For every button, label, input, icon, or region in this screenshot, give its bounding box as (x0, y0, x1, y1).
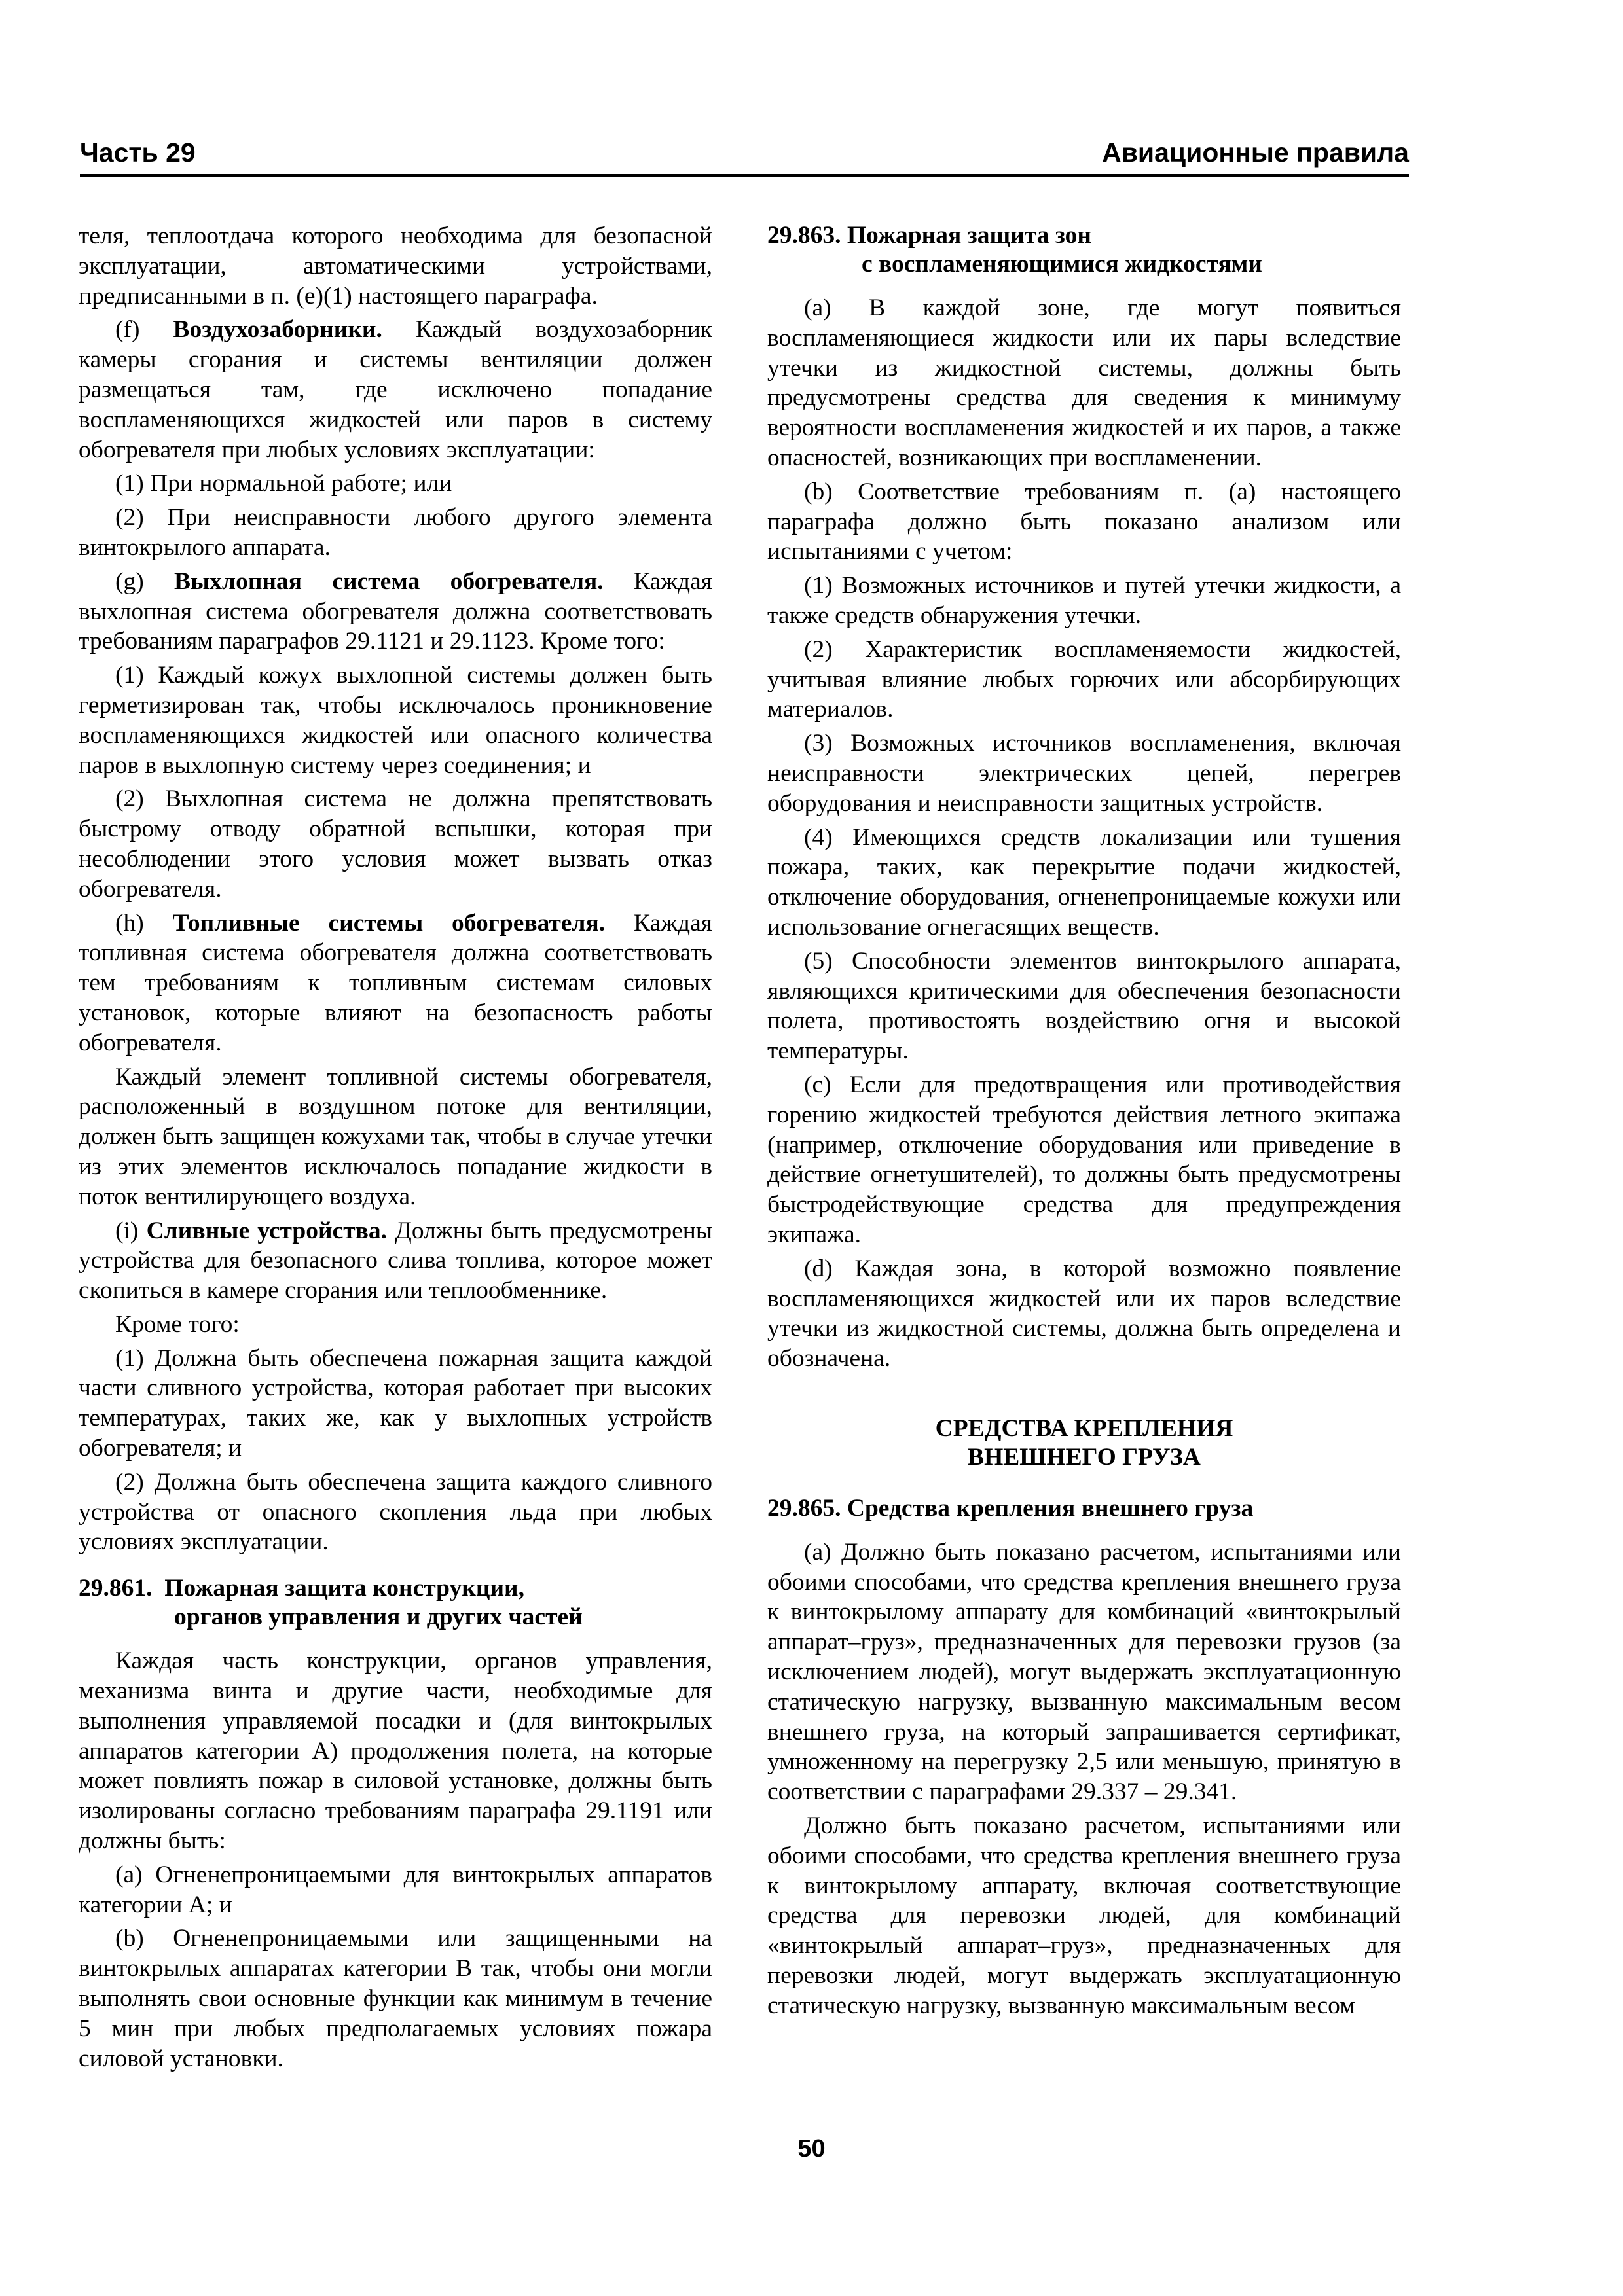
chapter-heading-line2: ВНЕШНЕГО ГРУЗА (968, 1443, 1201, 1471)
item-label: (f) (115, 316, 140, 344)
paragraph-f (79, 315, 712, 465)
right-column (767, 221, 1401, 2025)
paragraph: (5) Способности элементов винтокрылого аппарата, являющихся критическими для обеспечения безопасности полета, противостоять воздействию огня и высокой температуры. (767, 947, 1401, 1065)
paragraph: (1) Должна быть обеспечена пожарная защита каждой части сливного устройства, которая работает при высоких температурах, таких же, как у выхлопных устройств обогревателя; и (79, 1344, 712, 1462)
item-text: Должны быть предусмотрены устройства для безопасного слива топлива, которое может скопиться в камере сгорания или теплообменнике. (79, 1217, 713, 1304)
page-header (80, 134, 1409, 177)
paragraph: (1) Каждый кожух выхлопной системы должен быть герметизирован так, чтобы исключалось проникновение воспламеняющихся жидкостей или опасного количества паров в выхлопную систему через соединения; и (79, 662, 712, 779)
section-861-title (79, 1574, 712, 1632)
paragraph: (c) Если для предотвращения или противодействия горению жидкостей требуются действия летного экипажа (например, отключение оборудования или приведение в действие огнетушителей), то должны быть предусмотрены быстродействующие средства для предупреждения экипажа. (767, 1071, 1401, 1248)
section-title-line2: органов управления и других частей (174, 1604, 583, 1631)
paragraph: (2) Выхлопная система не должна препятствовать быстрому отводу обратной вспышки, которая при несоблюдении этого условия может вызвать отказ обогревателя. (79, 785, 712, 903)
paragraph-h (79, 908, 712, 1058)
paragraph: (a) Должно быть показано расчетом, испытаниями или обоими способами, что средства крепления внешнего груза к винтокрылому аппарату для комбинаций «винтокрылый аппарат–груз», предназначенных для перевозки грузов (за исключением людей), могут выдержать эксплуатационную статическую нагрузку, вызванную максимальным весом внешнего груза, на который запрашивается сертификат, умноженному на перегрузку 2,5 или меньшую, принятую в соответствии с параграфами 29.337 – 29.341. (767, 1538, 1401, 1806)
item-text: Каждая топливная система обогревателя должна соответствовать тем требованиям к топливным системам силовых установок, которые влияют на безопасность работы обогревателя. (79, 909, 712, 1056)
section-title-line1: Пожарная защита конструкции, (164, 1575, 525, 1602)
paragraph: (2) Должна быть обеспечена защита каждого сливного устройства от опасного скопления льда при любых условиях эксплуатации. (79, 1468, 712, 1556)
item-term: Воздухозаборники. (173, 316, 382, 344)
paragraph: (2) При неисправности любого другого элемента винтокрылого аппарата. (79, 504, 712, 561)
paragraph: (2) Характеристик воспламеняемости жидкостей, учитывая влияние любых горючих или абсорбирующих материалов. (767, 636, 1401, 723)
chapter-heading (767, 1414, 1401, 1472)
paragraph: Каждая часть конструкции, органов управления, механизма винта и другие части, необходимые для выполнения управляемой посадки и (для винтокрылых аппаратов категории А) продолжения полета, на которые может повлиять пожар в силовой установке, должны быть изолированы согласно требованиям параграфа 29.1191 или должны быть: (79, 1647, 712, 1855)
item-label: (h) (115, 909, 144, 937)
item-term: Выхлопная система обогревателя. (174, 567, 604, 595)
section-number: 29.863. (767, 222, 841, 249)
paragraph: (1) Возможных источников и путей утечки жидкости, а также средств обнаружения утечки. (767, 572, 1401, 629)
item-text: Каждая выхлопная система обогревателя должна соответствовать требованиям параграфов 29.1121 и 29.1123. Кроме того: (79, 567, 712, 655)
paragraph: (1) При нормальной работе; или (115, 470, 452, 497)
left-column (79, 221, 712, 2077)
section-863-title (767, 221, 1401, 279)
header-document-title: Авиационные правила (1102, 137, 1409, 168)
paragraph: (a) В каждой зоне, где могут появиться воспламеняющиеся жидкости или их пары вследствие утечки из жидкостной системы, должны быть предусмотрены средства для сведения к минимуму вероятности воспламенения жидкостей и их паров, а также опасностей, возникающих при воспламенении. (767, 295, 1401, 471)
item-term: Сливные устройства. (146, 1217, 388, 1244)
paragraph: (b) Соответствие требованиям п. (a) настоящего параграфа должно быть показано анализом или испытаниями с учетом: (767, 478, 1401, 565)
paragraph: (4) Имеющихся средств локализации или тушения пожара, таких, как перекрытие подачи жидкостей, отключение оборудования, огненепроницаемые кожухи или использование огнегасящих веществ. (767, 823, 1401, 941)
item-text: Каждый воздухозаборник камеры сгорания и системы вентиляции должен размещаться там, где исключено попадание воспламеняющихся жидкостей или паров в систему обогревателя при любых условиях эксплуатации: (79, 316, 712, 463)
paragraph: (3) Возможных источников воспламенения, включая неисправности электрических цепей, перегрев оборудования и неисправности защитных устройств. (767, 730, 1401, 817)
section-title-line1: Пожарная защита зон (847, 222, 1091, 249)
paragraph: Кроме того: (115, 1310, 240, 1338)
paragraph: (d) Каждая зона, в которой возможно появление воспламеняющихся жидкостей или их паров вследствие утечки из жидкостной системы, должна быть определена и обозначена. (767, 1255, 1401, 1372)
paragraph: Каждый элемент топливной системы обогревателя, расположенный в воздушном потоке для вентиляции, должен быть защищен кожухами так, чтобы в случае утечки из этих элементов исключалось попадание жидкости в поток вентилирующего воздуха. (79, 1063, 712, 1210)
paragraph-g (79, 567, 712, 656)
item-label: (g) (115, 567, 144, 595)
section-title-line2: с воспламеняющимися жидкостями (862, 251, 1262, 278)
item-label: (i) (115, 1217, 139, 1244)
page-number: 50 (797, 2135, 826, 2162)
paragraph: (a) Огненепроницаемыми для винтокрылых аппаратов категории А; и (79, 1861, 712, 1918)
item-term: Топливные системы обогревателя. (172, 909, 606, 937)
paragraph-i (79, 1216, 712, 1306)
paragraph: (b) Огненепроницаемыми или защищенными на винтокрылых аппаратах категории В так, чтобы они могли выполнять свои основные функции как минимум в течение 5 мин при любых предполагаемых условиях пожара силовой установки. (79, 1925, 712, 2072)
paragraph: теля, теплоотдача которого необходима для безопасной эксплуатации, автоматическими устройствами, предписанными в п. (e)(1) настоящего параграфа. (79, 223, 712, 310)
header-part-label: Часть 29 (80, 137, 196, 168)
chapter-heading-line1: СРЕДСТВА КРЕПЛЕНИЯ (935, 1414, 1233, 1442)
section-number: 29.861. (79, 1575, 153, 1602)
paragraph: Должно быть показано расчетом, испытаниями или обоими способами, что средства крепления внешнего груза к винтокрылому аппарату, включая соответствующие средства для перевозки людей, для комбинаций «винтокрылый аппарат–груз», предназначенных для перевозки людей, могут выдержать эксплуатационную статическую нагрузку, вызванную максимальным весом (767, 1812, 1401, 2019)
section-865-title: 29.865. Средства крепления внешнего груза (767, 1494, 1254, 1522)
